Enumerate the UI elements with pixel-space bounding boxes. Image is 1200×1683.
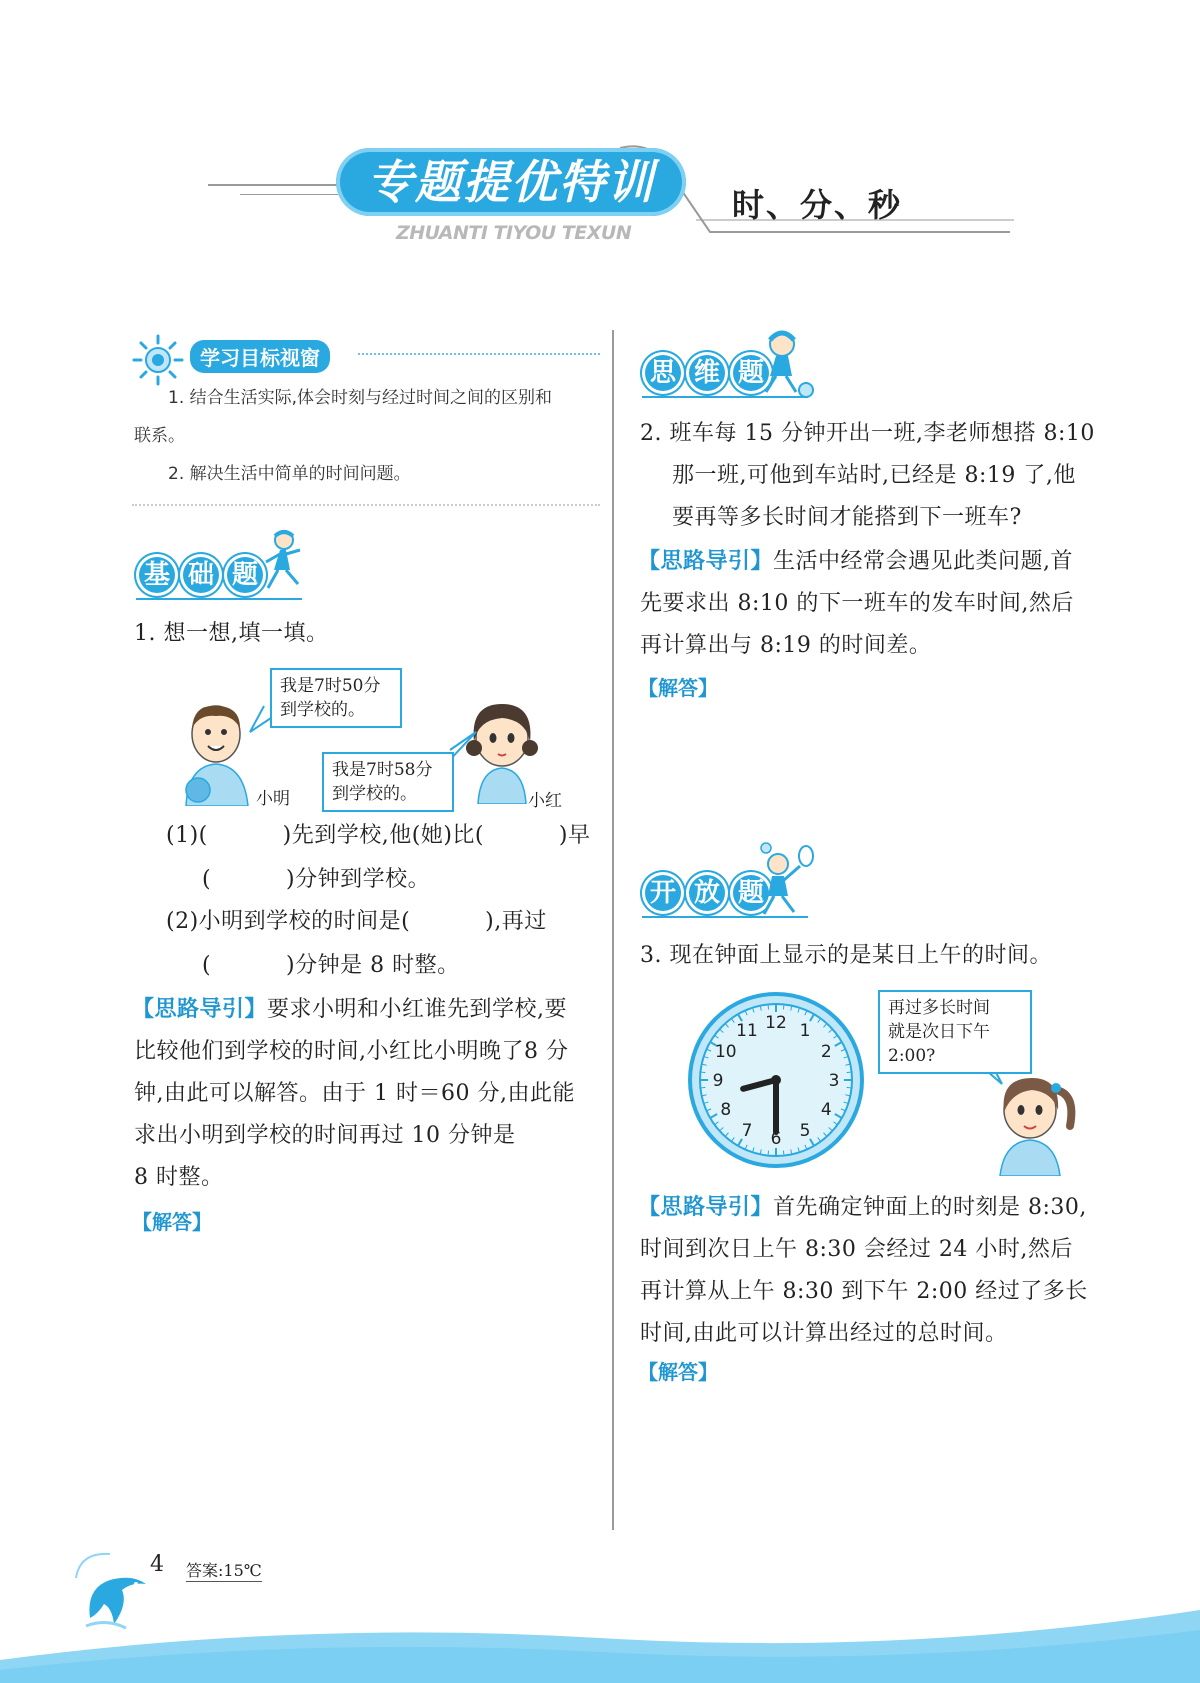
q1-sub2-line1: (2)小明到学校的时间是( ),再过: [166, 909, 547, 934]
clock-number-9: 9: [712, 1071, 724, 1091]
q3-tip: [638, 1186, 1108, 1230]
bubble-xiaohong-line-1: 我是7时58分: [332, 760, 433, 780]
topic-title: 时、分、秒: [732, 186, 903, 224]
q1-answer-label: 【解答】: [132, 1210, 212, 1234]
q1-tip-line-2: 比较他们到学校的时间,小红比小明晚了8 分: [134, 1039, 569, 1064]
clock-center: [771, 1075, 781, 1085]
clock-number-1: 1: [799, 1020, 811, 1041]
q1-tip-line-5: 8 时整。: [134, 1165, 224, 1190]
section-basic-underline: [136, 598, 302, 600]
bubble-q3-line-1: 再过多长时间: [888, 998, 990, 1018]
goals-dotted-rule: [358, 353, 600, 355]
q1-sub1-line2: ( )分钟到学校。: [202, 867, 431, 892]
clock-number-4: 4: [820, 1100, 832, 1120]
q1-tip-label: 【思路导引】: [132, 997, 268, 1022]
bubble-xiaoming-line-2: 到学校的。: [280, 700, 365, 720]
dolphin-icon: [66, 1548, 156, 1634]
q2-line-1: 2. 班车每 15 分钟开出一班,李老师想搭 8:10: [640, 421, 1095, 446]
q2-line-3: 要再等多长时间才能搭到下一班车?: [672, 505, 1022, 530]
clock-number-7: 7: [741, 1121, 753, 1142]
q1-sub1-line1: (1)( )先到学校,他(她)比( )早: [166, 823, 591, 848]
q2-tip: [638, 540, 1098, 584]
learning-goals-title: 学习目标视窗: [190, 340, 330, 373]
banner-subtitle: ZHUANTI TIYOU TEXUN: [396, 222, 632, 244]
goal-item-1: 1. 结合生活实际,体会时刻与经过时间之间的区别和: [168, 388, 553, 408]
q3-tip-label: 【思路导引】: [638, 1195, 774, 1220]
clock-number-12: 12: [765, 1013, 787, 1033]
q1-tip-line-3: 钟,由此可以解答。由于 1 时＝60 分,由此能: [134, 1081, 575, 1106]
q2-tip-label: 【思路导引】: [638, 549, 774, 574]
goals-bottom-rule: [132, 504, 600, 506]
q3-answer-label: 【解答】: [638, 1360, 718, 1384]
section-thinking-char-3: 题: [730, 352, 772, 394]
bubble-q3: [878, 990, 1032, 1074]
q1-tip-line-1: 要求小明和小红谁先到学校,要: [267, 997, 568, 1022]
q3-tip-line-1: 首先确定钟面上的时刻是 8:30,: [773, 1195, 1087, 1220]
bubble-q3-line-3: 2:00?: [888, 1046, 936, 1066]
footer-wave: [0, 1600, 1200, 1683]
footer-answer-note: 答案:15℃: [186, 1558, 262, 1582]
q2-answer-label: 【解答】: [638, 676, 718, 700]
clock-number-3: 3: [828, 1071, 840, 1091]
clock-number-5: 5: [799, 1121, 811, 1142]
header-left-rule: [208, 184, 338, 186]
section-basic-char-1: 基: [136, 554, 178, 596]
bubble-xiaohong: [322, 752, 454, 812]
q3-tip-line-2: 时间到次日上午 8:30 会经过 24 小时,然后: [640, 1237, 1073, 1262]
clock-number-2: 2: [820, 1042, 832, 1062]
q3-tip-line-4: 时间,由此可以计算出经过的总时间。: [640, 1321, 1008, 1346]
clock-number-8: 8: [720, 1100, 732, 1120]
bubble-xiaohong-line-2: 到学校的。: [332, 784, 417, 804]
section-open-char-2: 放: [686, 872, 728, 914]
girl-ponytail-illustration: [990, 1066, 1080, 1176]
tennis-player-illustration: [752, 840, 816, 920]
clock-face: [686, 990, 866, 1170]
goal-item-2: 2. 解决生活中简单的时间问题。: [168, 464, 411, 484]
section-basic-badge: [136, 554, 266, 596]
goal-item-1-cont: 联系。: [134, 426, 185, 446]
bubble-xiaoming: [270, 668, 402, 728]
banner-title: 专题提优特训: [336, 148, 686, 216]
clock-number-10: 10: [714, 1042, 737, 1062]
section-basic-char-2: 础: [180, 554, 222, 596]
q2-tip-line-2: 先要求出 8:10 的下一班车的发车时间,然后: [640, 591, 1074, 616]
section-open-char-1: 开: [642, 872, 684, 914]
column-divider: [612, 330, 614, 1530]
section-open-char-3: 题: [730, 872, 772, 914]
clock-number-11: 11: [736, 1020, 758, 1041]
sun-icon: [132, 334, 184, 386]
running-girl-illustration: [250, 528, 310, 598]
q3-tip-line-3: 再计算从上午 8:30 到下午 2:00 经过了多长: [640, 1279, 1088, 1304]
name-xiaoming: 小明: [256, 789, 290, 809]
q3-title: 3. 现在钟面上显示的是某日上午的时间。: [640, 943, 1052, 968]
page-number: 4: [150, 1552, 164, 1577]
q2-tip-line-3: 再计算出与 8:19 的时间差。: [640, 633, 932, 658]
name-xiaohong: 小红: [528, 791, 562, 811]
boy-ball-illustration: [752, 328, 818, 400]
q1-title: 1. 想一想,填一填。: [134, 621, 329, 646]
q2-line-2: 那一班,可他到车站时,已经是 8:19 了,他: [672, 463, 1076, 488]
section-thinking-char-1: 思: [642, 352, 684, 394]
bubble-q3-line-2: 就是次日下午: [888, 1022, 990, 1042]
bubble-xiaoming-line-1: 我是7时50分: [280, 676, 381, 696]
q1-sub2-line2: ( )分钟是 8 时整。: [202, 953, 460, 978]
q2-tip-line-1: 生活中经常会遇见此类问题,首: [773, 549, 1074, 574]
header-left-rule-2: [240, 194, 338, 195]
q1-tip: [132, 988, 602, 1032]
q1-tip-line-4: 求出小明到学校的时间再过 10 分钟是: [134, 1123, 516, 1148]
section-thinking-char-2: 维: [686, 352, 728, 394]
section-basic-char-3: 题: [224, 554, 266, 596]
clock-number-6: 6: [770, 1129, 782, 1149]
